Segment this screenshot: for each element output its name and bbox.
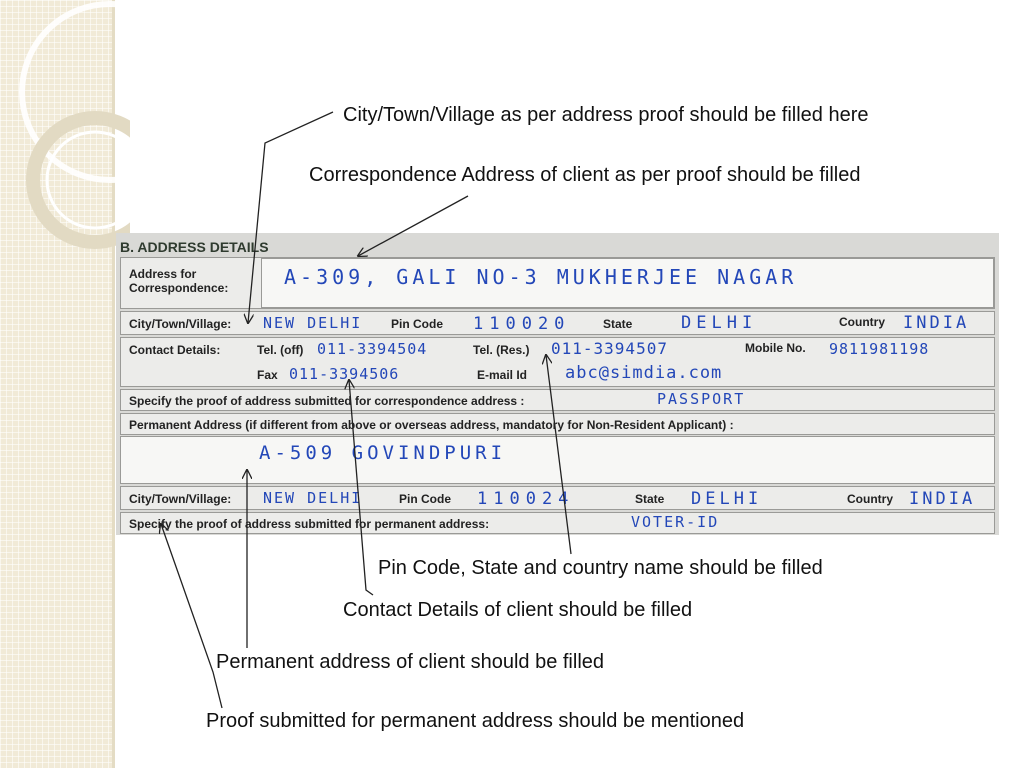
- perm-address-value: A-509 GOVINDPURI: [259, 442, 507, 464]
- pin-value: 110020: [473, 314, 571, 334]
- callout-correspondence: Correspondence Address of client as per proof should be filled: [309, 164, 861, 186]
- email-value: abc@simdia.com: [565, 363, 723, 383]
- address-corr-label: Address for Correspondence:: [129, 267, 229, 295]
- tel-res-value: 011-3394507: [551, 339, 668, 358]
- section-title: B. ADDRESS DETAILS: [120, 239, 269, 255]
- callout-permanent: Permanent address of client should be filled: [216, 651, 605, 673]
- proof-perm-label: Specify the proof of address submitted for permanent address:: [129, 517, 490, 531]
- proof-corr-label: Specify the proof of address submitted for correspondence address :: [129, 394, 525, 408]
- arrow-contact: [349, 380, 373, 595]
- permanent-label: Permanent Address (if different from above or overseas address, mandatory for Non-Resident Applicant) :: [129, 418, 734, 432]
- mobile-label: Mobile No.: [745, 341, 806, 355]
- state2-label: State: [635, 492, 665, 506]
- fax-value: 011-3394506: [289, 365, 400, 383]
- callout-proof: Proof submitted for permanent address should be mentioned: [206, 710, 745, 732]
- arrow-city: [248, 112, 333, 323]
- city-label: City/Town/Village:: [129, 317, 232, 331]
- arrow-proof: [161, 524, 222, 708]
- contact-label: Contact Details:: [129, 343, 221, 357]
- tel-res-label: Tel. (Res.): [473, 343, 530, 357]
- callout-pin: Pin Code, State and country name should be filled: [378, 557, 823, 579]
- corr-address-value: A-309, GALI NO-3 MUKHERJEE NAGAR: [284, 265, 798, 289]
- arrow-pin: [546, 355, 571, 554]
- country-value: INDIA: [903, 313, 970, 333]
- callout-contact: Contact Details of client should be filled: [343, 599, 693, 621]
- pin-label: Pin Code: [391, 317, 444, 331]
- state-label: State: [603, 317, 633, 331]
- tel-off-value: 011-3394504: [317, 340, 428, 358]
- city2-label: City/Town/Village:: [129, 492, 232, 506]
- callout-city: City/Town/Village as per address proof should be filled here: [343, 104, 869, 126]
- city-value: NEW DELHI: [263, 314, 363, 332]
- arrow-correspondence: [358, 196, 468, 256]
- country-label: Country: [839, 315, 885, 329]
- country2-label: Country: [847, 492, 893, 506]
- proof-perm-value: VOTER-ID: [631, 513, 720, 531]
- email-label: E-mail Id: [477, 368, 528, 382]
- country2-value: INDIA: [909, 489, 976, 509]
- pin2-label: Pin Code: [399, 492, 452, 506]
- tel-off-label: Tel. (off): [257, 343, 304, 357]
- pin2-value: 110024: [477, 489, 575, 509]
- mobile-value: 9811981198: [829, 340, 930, 358]
- state2-value: DELHI: [691, 489, 763, 509]
- city2-value: NEW DELHI: [263, 489, 363, 507]
- fax-label: Fax: [257, 368, 278, 382]
- state-value: DELHI: [681, 313, 758, 333]
- proof-corr-value: PASSPORT: [657, 390, 746, 408]
